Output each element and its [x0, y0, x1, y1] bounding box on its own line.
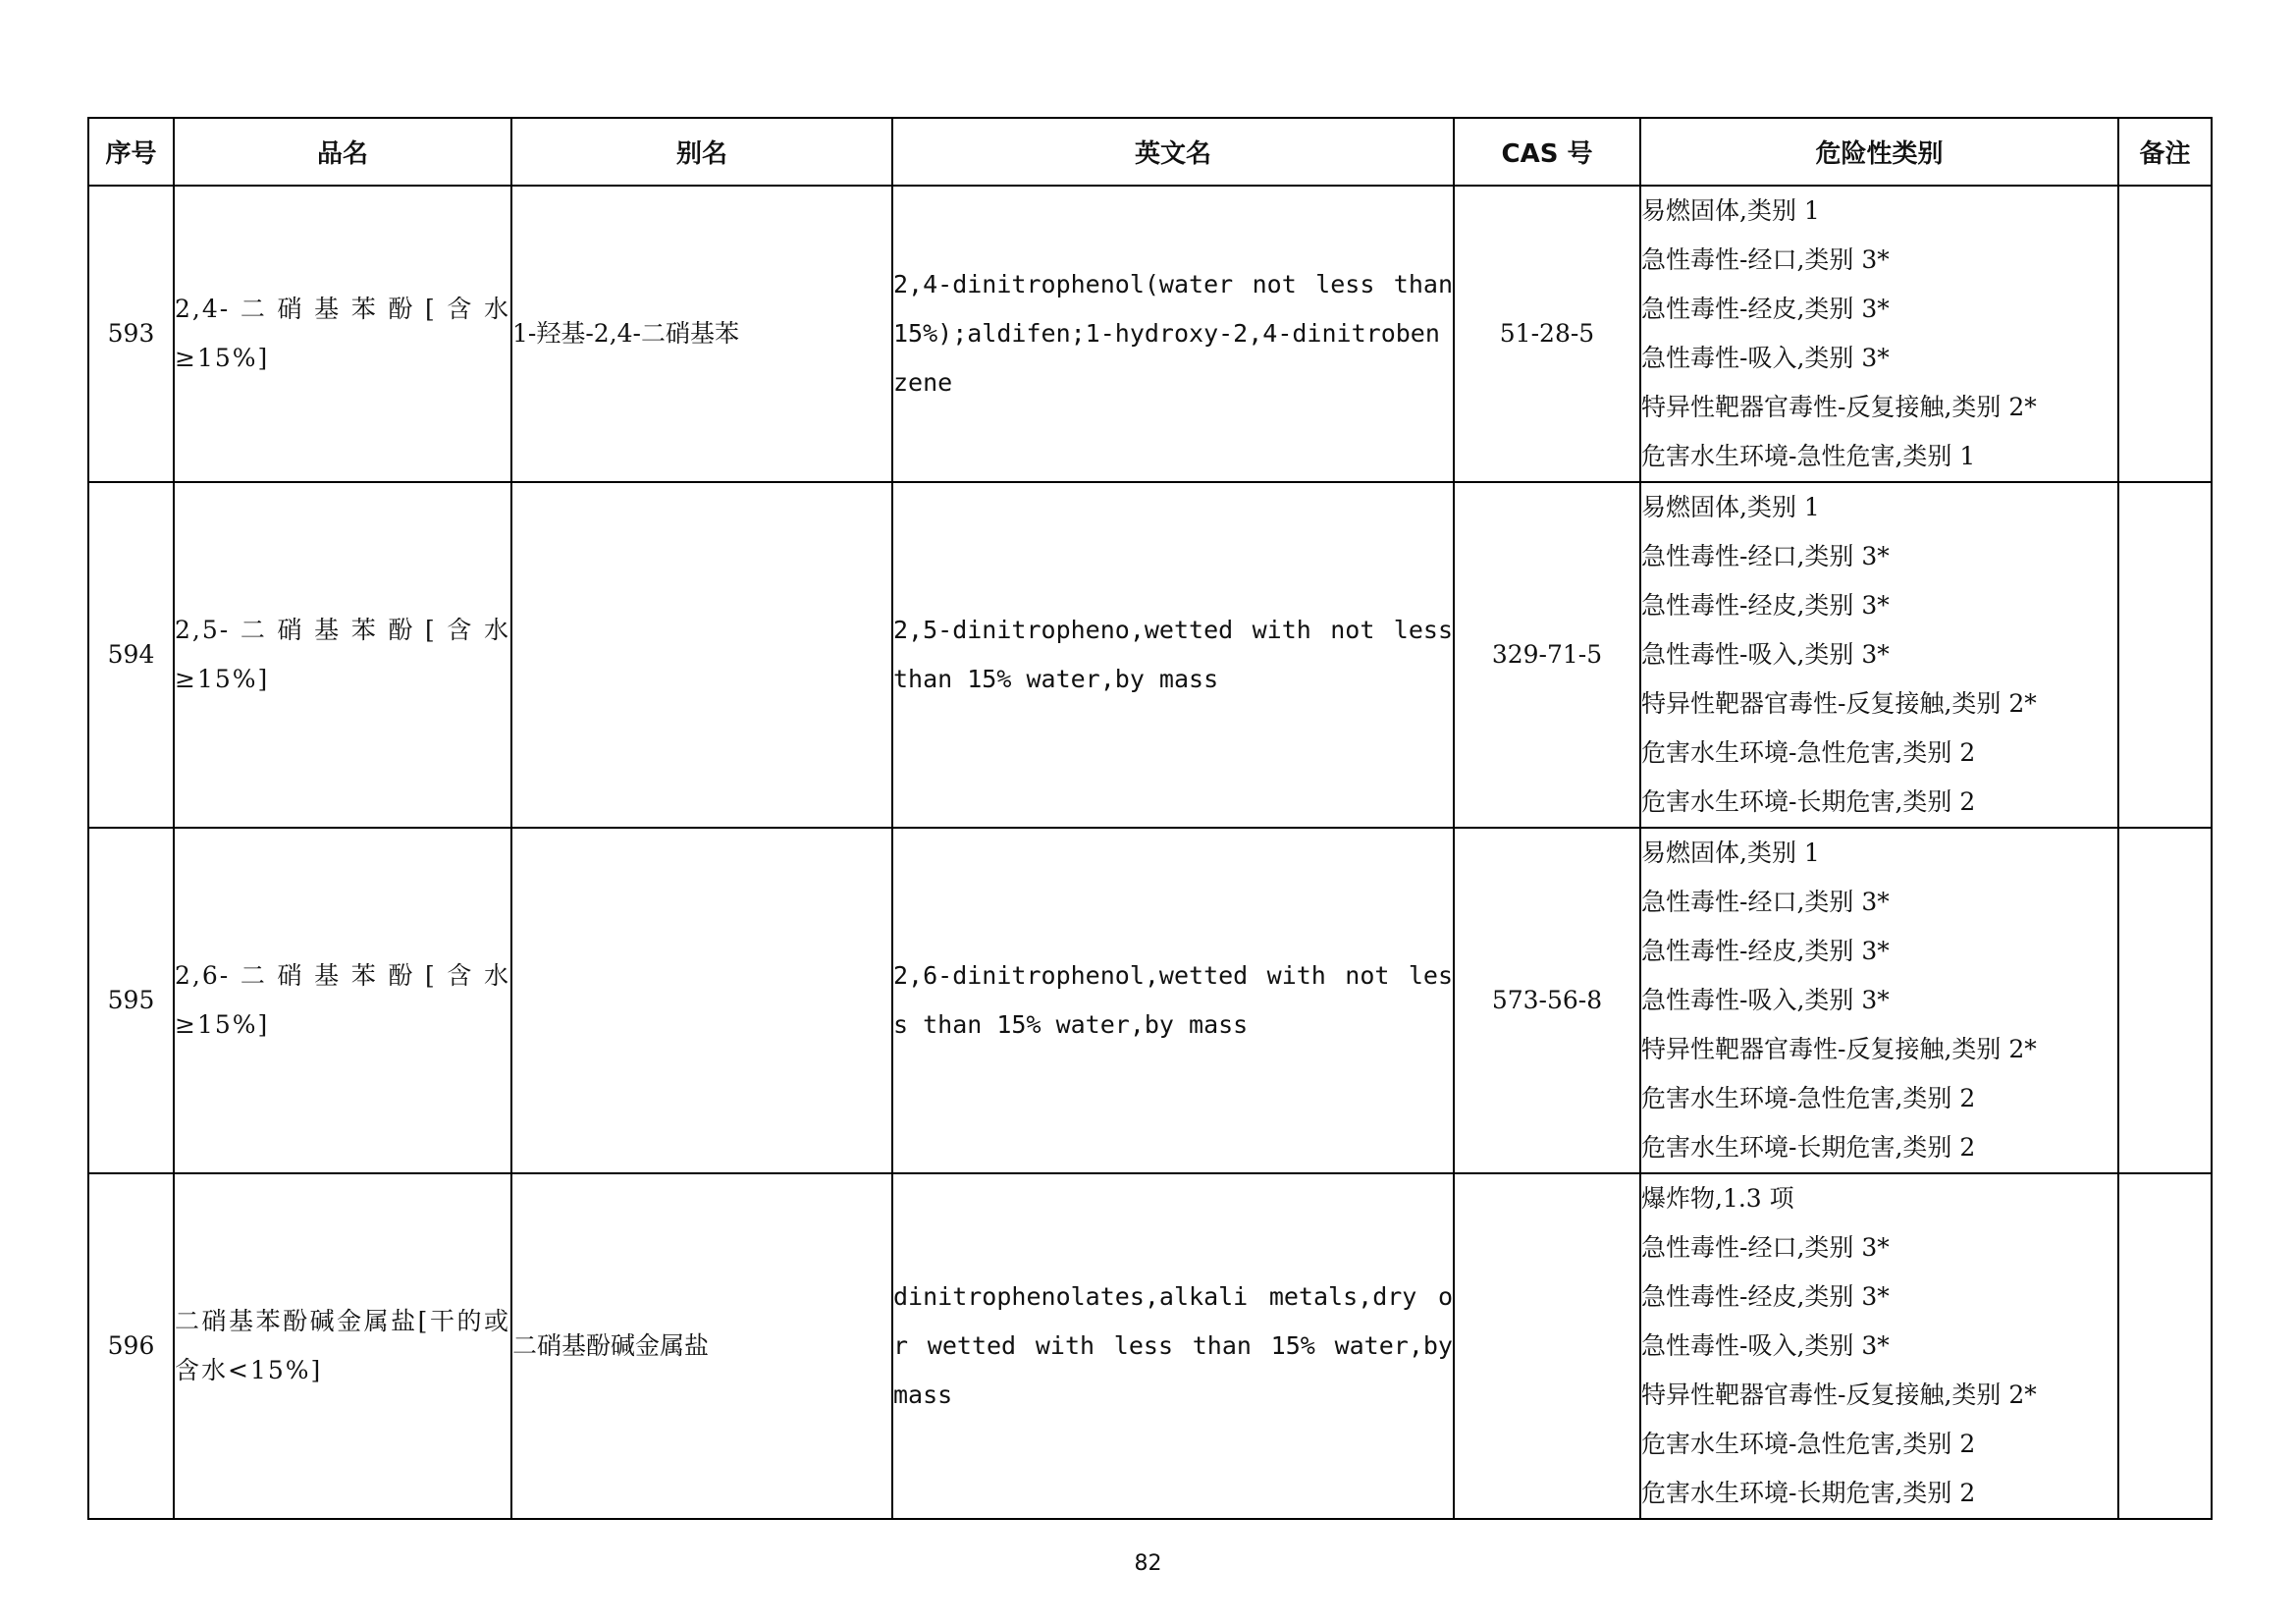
cell-name: 2,5-二硝基苯酚[含水≥15%] — [174, 482, 511, 828]
hazard-line: 急性毒性-经皮,类别 3* — [1641, 591, 1890, 620]
hazard-line: 危害水生环境-长期危害,类别 2 — [1641, 1133, 1976, 1162]
hazard-line: 爆炸物,1.3 项 — [1641, 1184, 1794, 1213]
header-no: 序号 — [88, 118, 174, 186]
cell-note — [2118, 828, 2212, 1173]
cell-note — [2118, 482, 2212, 828]
hazard-line: 特异性靶器官毒性-反复接触,类别 2* — [1641, 1380, 2037, 1409]
header-note: 备注 — [2118, 118, 2212, 186]
hazard-line: 急性毒性-经皮,类别 3* — [1641, 295, 1890, 323]
cell-name: 2,6-二硝基苯酚[含水≥15%] — [174, 828, 511, 1173]
header-hazard: 危险性类别 — [1640, 118, 2118, 186]
cell-cas: 329-71-5 — [1454, 482, 1640, 828]
header-cas: CAS 号 — [1454, 118, 1640, 186]
table-row — [88, 482, 2212, 828]
table-row — [88, 186, 2212, 482]
hazard-line: 危害水生环境-长期危害,类别 2 — [1641, 787, 1976, 816]
hazard-line: 急性毒性-经口,类别 3* — [1641, 245, 1890, 274]
cell-english: 2,4-dinitrophenol(water not less than 15%);aldifen;1-hydroxy-2,4-dinitrobenzene — [892, 186, 1454, 482]
hazard-line: 急性毒性-吸入,类别 3* — [1641, 1331, 1890, 1360]
cell-hazards — [1640, 186, 2118, 482]
hazard-line: 危害水生环境-急性危害,类别 2 — [1641, 1430, 1976, 1458]
cell-name: 2,4-二硝基苯酚[含水≥15%] — [174, 186, 511, 482]
cell-hazards — [1640, 1173, 2118, 1519]
hazard-line: 急性毒性-吸入,类别 3* — [1641, 986, 1890, 1014]
cell-english: 2,5-dinitropheno,wetted with not less than 15% water,by mass — [892, 482, 1454, 828]
hazard-line: 急性毒性-经口,类别 3* — [1641, 888, 1890, 916]
hazard-line: 急性毒性-经口,类别 3* — [1641, 1233, 1890, 1262]
hazard-line: 危害水生环境-急性危害,类别 2 — [1641, 1084, 1976, 1112]
cell-note — [2118, 1173, 2212, 1519]
hazard-line: 急性毒性-经皮,类别 3* — [1641, 937, 1890, 965]
hazard-line: 急性毒性-吸入,类别 3* — [1641, 344, 1890, 372]
header-alias: 别名 — [511, 118, 892, 186]
hazard-line: 特异性靶器官毒性-反复接触,类别 2* — [1641, 689, 2037, 718]
cell-cas — [1454, 1173, 1640, 1519]
header-english: 英文名 — [892, 118, 1454, 186]
hazard-line: 易燃固体,类别 1 — [1641, 196, 1820, 225]
cell-no: 595 — [88, 828, 174, 1173]
table-header-row — [88, 118, 2212, 186]
table-row — [88, 828, 2212, 1173]
hazardous-chemicals-table — [87, 117, 2213, 1520]
cell-name: 二硝基苯酚碱金属盐[干的或含水<15%] — [174, 1173, 511, 1519]
hazard-line: 特异性靶器官毒性-反复接触,类别 2* — [1641, 393, 2037, 421]
hazard-line: 急性毒性-经口,类别 3* — [1641, 542, 1890, 570]
cell-hazards — [1640, 482, 2118, 828]
hazard-line: 特异性靶器官毒性-反复接触,类别 2* — [1641, 1035, 2037, 1063]
table-row — [88, 1173, 2212, 1519]
cell-alias — [511, 482, 892, 828]
cell-note — [2118, 186, 2212, 482]
cell-no: 594 — [88, 482, 174, 828]
hazard-line: 急性毒性-经皮,类别 3* — [1641, 1282, 1890, 1311]
hazard-line: 危害水生环境-长期危害,类别 2 — [1641, 1479, 1976, 1507]
hazard-line: 危害水生环境-急性危害,类别 2 — [1641, 738, 1976, 767]
hazard-line: 急性毒性-吸入,类别 3* — [1641, 640, 1890, 669]
cell-alias — [511, 828, 892, 1173]
hazard-line: 易燃固体,类别 1 — [1641, 839, 1820, 867]
cell-no: 593 — [88, 186, 174, 482]
page-number: 82 — [1134, 1551, 1162, 1576]
cell-no: 596 — [88, 1173, 174, 1519]
cell-cas: 573-56-8 — [1454, 828, 1640, 1173]
cell-alias: 1-羟基-2,4-二硝基苯 — [511, 186, 892, 482]
cell-english: dinitrophenolates,alkali metals,dry or wetted with less than 15% water,by mass — [892, 1173, 1454, 1519]
cell-cas: 51-28-5 — [1454, 186, 1640, 482]
hazard-line: 危害水生环境-急性危害,类别 1 — [1641, 442, 1976, 470]
cell-english: 2,6-dinitrophenol,wetted with not less than 15% water,by mass — [892, 828, 1454, 1173]
cell-hazards — [1640, 828, 2118, 1173]
header-name: 品名 — [174, 118, 511, 186]
hazard-line: 易燃固体,类别 1 — [1641, 493, 1820, 521]
cell-alias: 二硝基酚碱金属盐 — [511, 1173, 892, 1519]
